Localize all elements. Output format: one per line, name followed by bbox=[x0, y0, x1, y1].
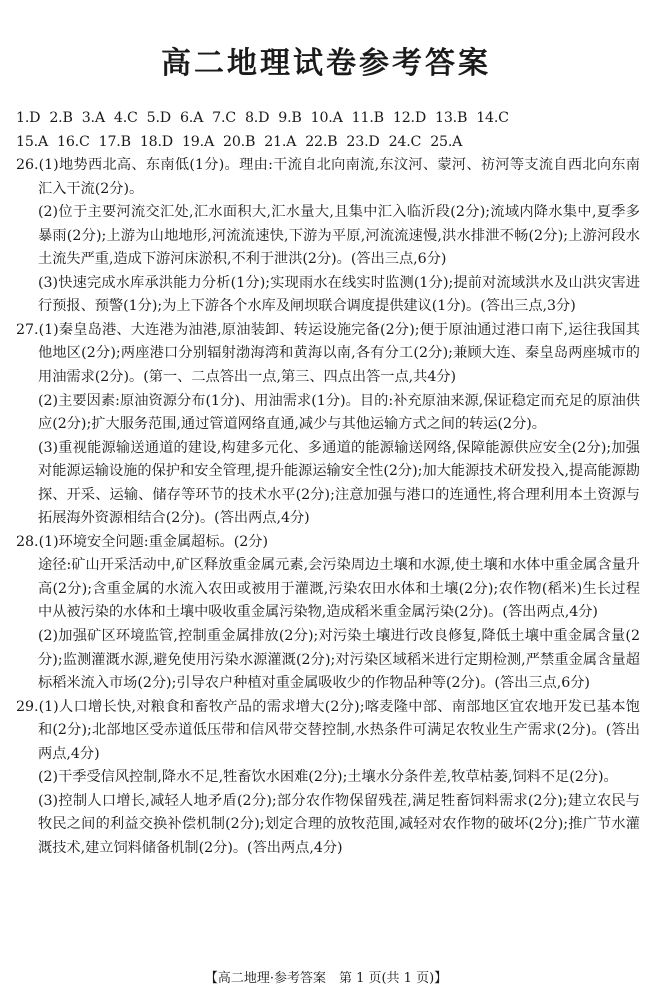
q27-part-2: (2)主要因素:原油资源分布(1分)、用油需求(1分)。目的:补充原油来源,保证稳定而充足的原油供应(2分);扩大服务范围,通过管道网络直通,减少与其他运输方式之间的转运(2分)。 bbox=[38, 392, 640, 433]
mc-answer: 11.B bbox=[351, 110, 384, 126]
question-29 bbox=[16, 696, 640, 861]
mc-answer: 17.B bbox=[98, 133, 131, 150]
mc-answer: 24.C bbox=[388, 133, 422, 150]
page-title: 高二地理试卷参考答案 bbox=[161, 46, 491, 81]
mc-answer: 10.A bbox=[310, 110, 343, 126]
mc-answer: 8.D bbox=[244, 110, 270, 126]
mc-answer: 23.D bbox=[346, 133, 380, 150]
answer-content bbox=[16, 107, 640, 861]
q29-part-3: (3)控制人口增长,减轻人地矛盾(2分);部分农作物保留残茬,满足牲畜饲料需求(2分);建立农民与牧民之间的利益交换补偿机制(2分);划定合理的放牧范围,减轻对农作物的破坏(2分);推广节水灌溉技术,建立饲料储备机制(2分)。(答出两点,4分) bbox=[38, 792, 640, 856]
mc-answer: 20.B bbox=[223, 133, 256, 150]
mc-answer: 25.A bbox=[430, 133, 463, 150]
mc-answer: 4.C bbox=[113, 110, 138, 126]
q28-part-1-pathway: 途径:矿山开采活动中,矿区释放重金属元素,会污染周边土壤和水源,使土壤和水体中重金属含量升高(2分);含重金属的水流入农田或被用于灌溉,污染农田水体和土壤(2分);农作物(稻米)生长过程中从被污染的水体和土壤中吸收重金属污染物,造成稻米重金属污染(2分)。(答出两点,4分) bbox=[38, 557, 640, 621]
page-footer: 【高二地理·参考答案 第 1 页(共 1 页)】 bbox=[204, 971, 448, 986]
q28-part-1: 28.(1)环境安全问题:重金属超标。(2分) bbox=[16, 533, 268, 550]
q27-part-3: (3)重视能源输送通道的建设,构建多元化、多通道的能源输送网络,保障能源供应安全(2分);加强对能源运输设施的保护和安全管理,提升能源运输安全性(2分);加大能源技术研发投入,提高能源勘探、开采、运输、储存等环节的技术水平(2分);注意加强与港口的连通性,将合理利用本土资源与拓展海外资源相结合(2分)。(答出两点,4分) bbox=[38, 439, 640, 527]
q28-part-2: (2)加强矿区环境监管,控制重金属排放(2分);对污染土壤进行改良修复,降低土壤中重金属含量(2分);监测灌溉水源,避免使用污染水源灌溉(2分);对污染区域稻米进行定期检测,严禁重金属含量超标稻米流入市场(2分);引导农户种植对重金属吸收少的作物品种等(2分)。(答出三点,6分) bbox=[38, 628, 640, 692]
mc-answer: 2.B bbox=[49, 110, 73, 126]
multiple-choice-row-1 bbox=[16, 107, 640, 131]
mc-answer: 5.D bbox=[146, 110, 171, 126]
mc-answer: 18.D bbox=[139, 133, 173, 150]
mc-answer: 21.A bbox=[264, 133, 297, 150]
question-28 bbox=[16, 531, 640, 696]
mc-answer: 13.B bbox=[435, 110, 468, 126]
q29-part-2: (2)干季受信风控制,降水不足,牲畜饮水困难(2分);土壤水分条件差,牧草枯萎,饲料不足(2分)。 bbox=[38, 769, 618, 786]
mc-answer: 1.D bbox=[16, 110, 41, 126]
question-26 bbox=[16, 154, 640, 319]
q27-part-1: 27.(1)秦皇岛港、大连港为油港,原油装卸、转运设施完备(2分);便于原油通过港口南下,运往我国其他地区(2分);两座港口分别辐射渤海湾和黄海以南,各有分工(2分);兼顾大连、秦皇岛两座城市的用油需求(2分)。(第一、二点答出一点,第三、四点出答一点,共4分) bbox=[16, 321, 640, 386]
mc-answer: 7.C bbox=[212, 110, 236, 126]
mc-answer: 3.A bbox=[81, 110, 105, 126]
mc-answer: 6.A bbox=[179, 110, 204, 126]
mc-answer: 15.A bbox=[16, 133, 49, 150]
mc-answer: 19.A bbox=[181, 133, 214, 150]
q26-part-1: 26.(1)地势西北高、东南低(1分)。理由:干流自北向南流,东汶河、蒙河、祊河等支流自西北向东南汇入干流(2分)。 bbox=[16, 157, 640, 197]
mc-answer: 22.B bbox=[305, 133, 338, 150]
mc-answer: 14.C bbox=[476, 110, 509, 126]
q29-part-1: 29.(1)人口增长快,对粮食和畜牧产品的需求增大(2分);喀麦隆中部、南部地区宜农地开发已基本饱和(2分);北部地区受赤道低压带和信风带交替控制,水热条件可满足农牧业生产需求(2分)。(答出两点,4分) bbox=[16, 698, 640, 762]
mc-answer: 12.D bbox=[392, 110, 427, 126]
question-27 bbox=[16, 319, 640, 531]
mc-answer: 16.C bbox=[57, 133, 90, 150]
mc-answer: 9.B bbox=[278, 110, 302, 126]
q26-part-3: (3)快速完成水库承洪能力分析(1分);实现雨水在线实时监测(1分);提前对流域洪水及山洪灾害进行预报、预警(1分);为上下游各个水库及闸坝联合调度提供建议(1分)。(答出三点,3分) bbox=[38, 274, 640, 315]
q26-part-2: (2)位于主要河流交汇处,汇水面积大,汇水量大,且集中汇入临沂段(2分);流域内降水集中,夏季多暴雨(2分);上游为山地地形,河流流速快,下游为平原,河流流速慢,洪水排泄不畅(2分);上游河段水土流失严重,造成下游河床淤积,不利于泄洪(2分)。(答出三点,6分) bbox=[38, 204, 640, 268]
multiple-choice-row-2 bbox=[16, 131, 640, 155]
